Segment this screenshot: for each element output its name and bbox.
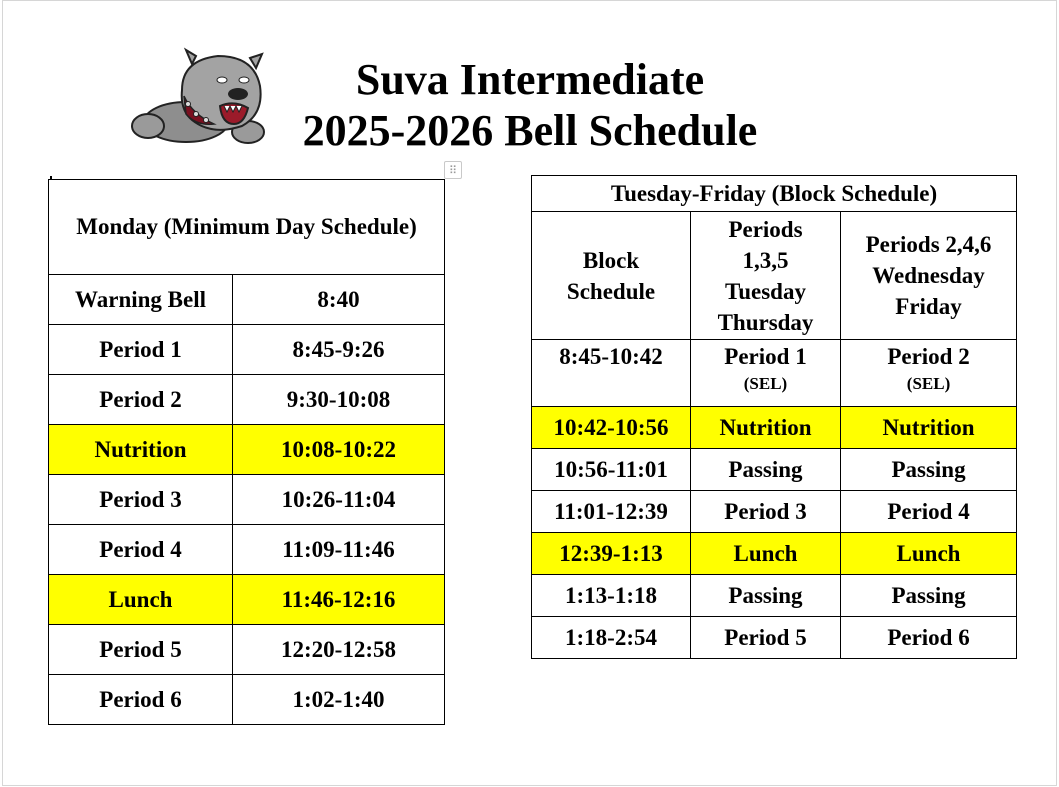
monday-time-cell: 10:08-10:22 [233,425,445,475]
block-even-cell: Lunch [841,533,1017,575]
block-even-cell: Passing [841,449,1017,491]
col-odd-line: Thursday [717,309,814,335]
monday-time-cell: 11:09-11:46 [233,525,445,575]
block-header-row [532,176,1017,212]
col-odd-periods [691,212,841,340]
sel-period-label: Period 2 [887,344,970,369]
block-time-cell: 10:56-11:01 [532,449,691,491]
block-time-cell: 1:13-1:18 [532,575,691,617]
table-row [532,533,1017,575]
table-row [49,275,445,325]
monday-time-cell: 12:20-12:58 [233,625,445,675]
block-even-cell: Period 6 [841,617,1017,659]
table-row [49,425,445,475]
col-odd-line: Tuesday [725,278,806,304]
col-even-line: Wednesday [872,263,985,288]
monday-period-cell: Period 1 [49,325,233,375]
block-time-cell: 10:42-10:56 [532,407,691,449]
table-row [532,449,1017,491]
table-row [49,675,445,725]
monday-period-cell: Period 2 [49,375,233,425]
block-odd-cell: Lunch [691,533,841,575]
sel-period-label: Period 1 [724,344,807,369]
block-time-cell: 1:18-2:54 [532,617,691,659]
block-column-header-row [532,212,1017,340]
table-row [49,575,445,625]
table-row [49,625,445,675]
block-odd-cell: Passing [691,575,841,617]
page-title [270,54,790,156]
block-odd-cell: Passing [691,449,841,491]
monday-period-cell: Period 4 [49,525,233,575]
monday-time-cell: 10:26-11:04 [233,475,445,525]
monday-period-cell: Warning Bell [49,275,233,325]
block-time-cell: 11:01-12:39 [532,491,691,533]
col-block-schedule [532,212,691,340]
table-row [532,617,1017,659]
table-row [532,407,1017,449]
table-row [49,375,445,425]
sel-note: (SEL) [906,374,951,393]
monday-time-cell: 8:45-9:26 [233,325,445,375]
monday-schedule-table [48,179,445,725]
monday-period-cell: Nutrition [49,425,233,475]
monday-title: Monday (Minimum Day Schedule) [49,180,445,275]
block-even-cell: Passing [841,575,1017,617]
block-odd-cell: Nutrition [691,407,841,449]
block-even-cell [841,340,1017,407]
block-odd-cell: Period 3 [691,491,841,533]
col-odd-line: 1,3,5 [742,247,789,273]
monday-period-cell: Period 5 [49,625,233,675]
col-block-line: Schedule [566,278,656,304]
monday-period-cell: Period 6 [49,675,233,725]
col-block-line: Block [582,247,640,273]
col-odd-line: Periods [728,216,803,242]
block-schedule-table [531,175,1017,659]
col-even-line: Friday [895,294,962,319]
block-row-sel [532,340,1017,407]
block-odd-cell: Period 5 [691,617,841,659]
block-even-cell: Period 4 [841,491,1017,533]
monday-time-cell: 8:40 [233,275,445,325]
table-row [49,525,445,575]
monday-time-cell: 1:02-1:40 [233,675,445,725]
block-odd-cell [691,340,841,407]
block-title: Tuesday-Friday (Block Schedule) [532,176,1017,212]
monday-period-cell: Lunch [49,575,233,625]
col-even-periods [841,212,1017,340]
drag-handle-icon[interactable]: ⠿ [444,161,462,179]
col-even-line: Periods 2,4,6 [865,232,992,257]
sel-note: (SEL) [743,374,788,393]
monday-header-row [49,180,445,275]
block-time-cell: 12:39-1:13 [532,533,691,575]
monday-period-cell: Period 3 [49,475,233,525]
title-line-schedule: 2025-2026 Bell Schedule [302,106,758,155]
block-even-cell: Nutrition [841,407,1017,449]
bulldog-mascot-icon [126,44,276,146]
monday-time-cell: 11:46-12:16 [233,575,445,625]
monday-time-cell: 9:30-10:08 [233,375,445,425]
block-time-cell: 8:45-10:42 [532,340,691,407]
table-row [49,325,445,375]
table-row [532,491,1017,533]
table-row [532,575,1017,617]
table-row [49,475,445,525]
title-line-school: Suva Intermediate [355,55,705,104]
